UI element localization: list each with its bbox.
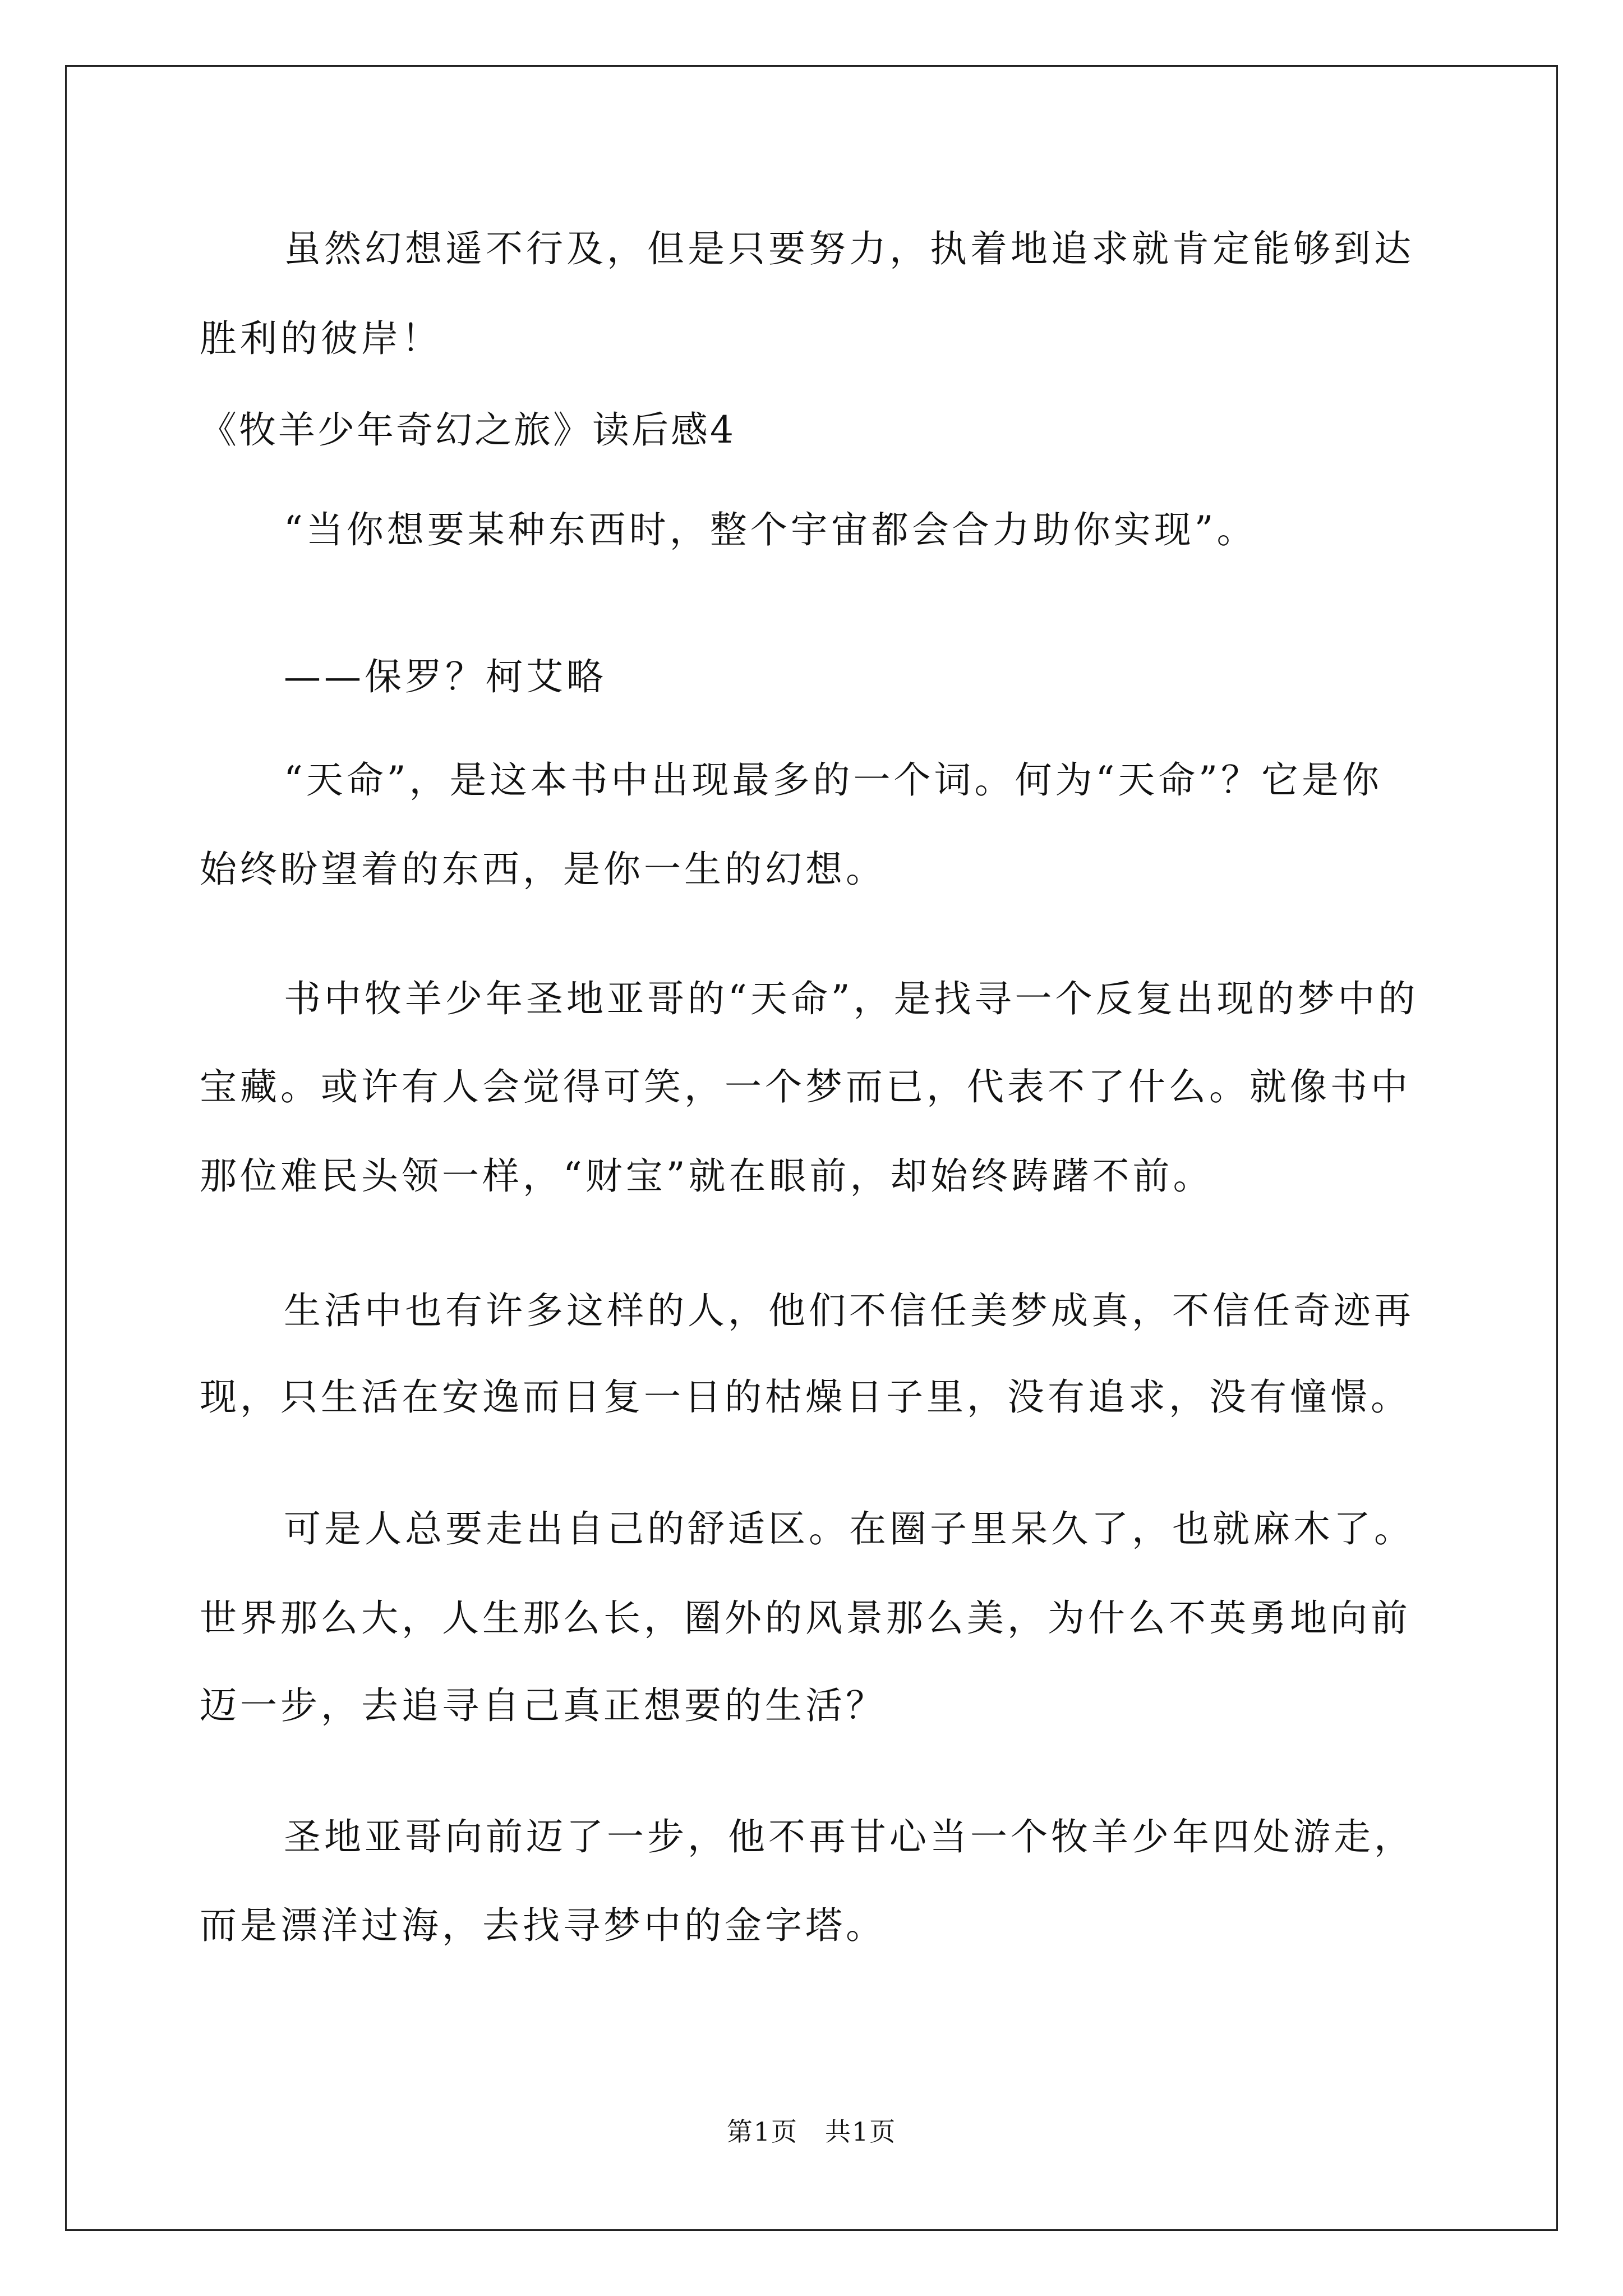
paragraph-line: 圣地亚哥向前迈了一步，他不再甘心当一个牧羊少年四处游走， bbox=[284, 1815, 1414, 1858]
quote-line: “当你想要某种东西时，整个宇宙都会合力助你实现”。 bbox=[284, 508, 1257, 551]
paragraph-line: 世界那么大，人生那么长，圈外的风景那么美，为什么不英勇地向前 bbox=[200, 1596, 1411, 1640]
paragraph-line: “天命”，是这本书中出现最多的一个词。何为“天命”？它是你 bbox=[284, 758, 1382, 802]
paragraph-line: 宝藏。或许有人会觉得可笑，一个梦而已，代表不了什么。就像书中 bbox=[200, 1065, 1411, 1108]
paragraph-line: 可是人总要走出自己的舒适区。在圈子里呆久了，也就麻木了。 bbox=[284, 1507, 1414, 1550]
paragraph-line: 生活中也有许多这样的人，他们不信任美梦成真，不信任奇迹再 bbox=[284, 1289, 1414, 1332]
paragraph-line: 虽然幻想遥不行及，但是只要努力，执着地追求就肯定能够到达 bbox=[284, 227, 1414, 270]
paragraph-line: 书中牧羊少年圣地亚哥的“天命”，是找寻一个反复出现的梦中的 bbox=[284, 977, 1419, 1020]
paragraph-line: 始终盼望着的东西，是你一生的幻想。 bbox=[200, 848, 886, 891]
quote-attribution: ——保罗？柯艾略 bbox=[284, 655, 607, 698]
paragraph-line: 迈一步，去追寻自己真正想要的生活？ bbox=[200, 1684, 886, 1727]
paragraph-line: 那位难民头领一样，“财宝”就在眼前，却始终踌躇不前。 bbox=[200, 1154, 1214, 1198]
page-footer: 第1页 共1页 bbox=[726, 2116, 897, 2147]
paragraph-line: 而是漂洋过海，去找寻梦中的金字塔。 bbox=[200, 1904, 886, 1947]
section-title: 《牧羊少年奇幻之旅》读后感4 bbox=[200, 408, 736, 452]
paragraph-line: 现，只生活在安逸而日复一日的枯燥日子里，没有追求，没有憧憬。 bbox=[200, 1375, 1411, 1419]
paragraph-line: 胜利的彼岸！ bbox=[200, 317, 442, 360]
